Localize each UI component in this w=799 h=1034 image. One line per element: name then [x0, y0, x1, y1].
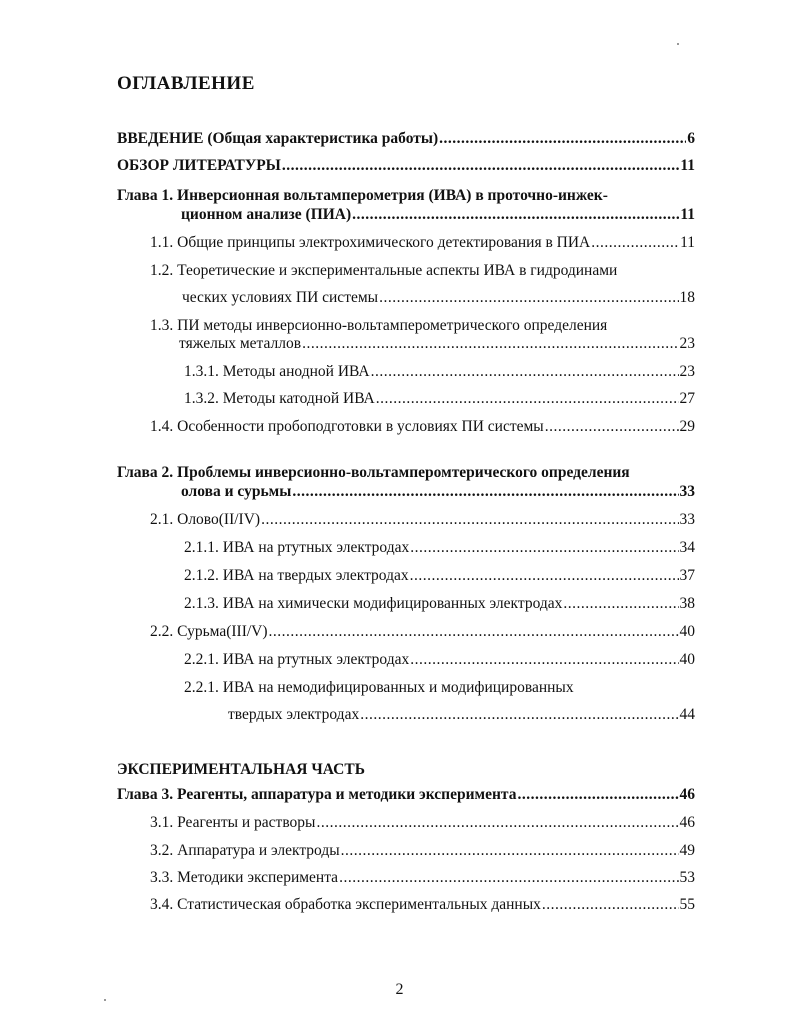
dot-leader [360, 705, 678, 725]
toc-entry-1-2-line1: 1.2. Теоретические и экспериментальные аспекты ИВА в гидродинами [150, 262, 618, 279]
toc-entry-text: 2.1. Олово(II/IV) [150, 511, 261, 528]
toc-entry-chapter-2 [181, 482, 695, 502]
toc-entry-text: 2.1.1. ИВА на ртутных электродах [184, 539, 410, 556]
toc-entry-text: ционном анализе (ПИА) [181, 206, 352, 223]
toc-page-number: 37 [679, 567, 695, 584]
toc-page-number: 40 [679, 623, 695, 640]
toc-entry-lit-review [117, 156, 695, 176]
toc-entry-text: 2.1.2. ИВА на твердых электродах [184, 567, 409, 584]
dot-leader [542, 895, 679, 915]
toc-page-number: 29 [679, 418, 695, 435]
toc-section-experimental: ЭКСПЕРИМЕНТАЛЬНАЯ ЧАСТЬ [117, 761, 365, 778]
toc-entry-2-1-3 [184, 594, 695, 614]
toc-entry-text: твердых электродах [228, 706, 360, 723]
toc-entry-1-3-line1: 1.3. ПИ методы инверсионно-вольтамперометрического определения [150, 317, 608, 334]
dot-leader [269, 622, 679, 642]
toc-page-number: 18 [679, 289, 695, 306]
dot-leader [352, 205, 679, 225]
toc-page-number: 46 [679, 786, 695, 803]
page-number: 2 [395, 981, 404, 998]
toc-entry-text: 1.1. Общие принципы электрохимического детектирования в ПИА [150, 234, 591, 251]
toc-page-number: 40 [679, 651, 695, 668]
dot-leader [517, 785, 678, 805]
toc-page-number: 11 [680, 234, 695, 251]
toc-entry-chapter-1 [181, 205, 695, 225]
toc-page-number: 46 [679, 814, 695, 831]
dot-leader [282, 156, 679, 176]
dot-leader [292, 482, 678, 502]
toc-entry-text: 2.1.3. ИВА на химически модифицированных электродах [184, 595, 563, 612]
toc-entry-2-2-1b [228, 705, 695, 725]
toc-page-number: 53 [679, 869, 695, 886]
toc-page-number: 6 [687, 130, 695, 147]
toc-entry-2-2-1 [184, 650, 695, 670]
toc-entry-3-2 [150, 841, 695, 861]
dot-leader [563, 594, 678, 614]
toc-entry-text: ческих условиях ПИ системы [182, 289, 379, 306]
toc-entry-1-3-1 [184, 362, 695, 382]
dot-leader [341, 841, 679, 861]
dot-leader [545, 417, 679, 437]
toc-entry-1-4 [150, 417, 695, 437]
dot-leader [371, 362, 679, 382]
toc-entry-text: 2.2.1. ИВА на ртутных электродах [184, 651, 410, 668]
toc-entry-text: 3.2. Аппаратура и электроды [150, 842, 340, 859]
toc-entry-text: 1.4. Особенности пробоподготовки в условиях ПИ системы [150, 418, 544, 435]
dot-leader [379, 288, 678, 308]
toc-chapter-1-line1: Глава 1. Инверсионная вольтамперометрия (ИВА) в проточно-инжек- [117, 187, 608, 204]
toc-entry-text: олова и сурьмы [181, 483, 292, 500]
toc-entry-text: 3.4. Статистическая обработка экспериментальных данных [150, 896, 541, 913]
toc-page-number: 55 [679, 896, 695, 913]
toc-entry-text: 3.3. Методики эксперимента [150, 869, 339, 886]
toc-entry-text: 2.2. Сурьма(III/V) [150, 623, 268, 640]
toc-page-number: 11 [680, 206, 695, 223]
toc-entry-text: тяжелых металлов [179, 335, 302, 352]
scan-speck [677, 43, 679, 45]
dot-leader [261, 510, 678, 530]
dot-leader [376, 389, 679, 409]
toc-chapter-2-line1: Глава 2. Проблемы инверсионно-вольтамперомтерического определения [117, 464, 630, 481]
toc-entry-3-1 [150, 813, 695, 833]
dot-leader [410, 566, 679, 586]
toc-page-number: 44 [679, 706, 695, 723]
toc-entry-text: 1.3.1. Методы анодной ИВА [184, 363, 370, 380]
toc-entry-chapter-3 [117, 785, 695, 805]
toc-page-number: 38 [679, 595, 695, 612]
toc-entry-3-4 [150, 895, 695, 915]
toc-page-number: 23 [679, 335, 695, 352]
toc-entry-1-1 [150, 233, 695, 253]
toc-page-number: 23 [679, 363, 695, 380]
toc-entry-2-1-2 [184, 566, 695, 586]
toc-entry-text: 3.1. Реагенты и растворы [150, 814, 316, 831]
dot-leader [591, 233, 679, 253]
toc-entry-2-2 [150, 622, 695, 642]
toc-page-number: 49 [679, 842, 695, 859]
toc-entry-2-1 [150, 510, 695, 530]
toc-page-number: 33 [679, 511, 695, 528]
toc-entry-text: ВВЕДЕНИЕ (Общая характеристика работы) [117, 130, 439, 147]
page-title: ОГЛАВЛЕНИЕ [117, 73, 255, 94]
dot-leader [316, 813, 678, 833]
toc-page-number: 27 [679, 390, 695, 407]
dot-leader [339, 868, 678, 888]
toc-entry-1-3-2 [184, 389, 695, 409]
toc-entry-text: 1.3.2. Методы катодной ИВА [184, 390, 375, 407]
dot-leader [302, 334, 678, 354]
toc-page-number: 11 [680, 157, 695, 174]
toc-entry-3-3 [150, 868, 695, 888]
toc-page-number: 34 [679, 539, 695, 556]
dot-leader [410, 538, 678, 558]
toc-page-number: 33 [679, 483, 695, 500]
toc-entry-text: Глава 3. Реагенты, аппаратура и методики эксперимента [117, 786, 517, 803]
toc-entry-2-2-1b-line1: 2.2.1. ИВА на немодифицированных и модифицированных [184, 679, 574, 696]
toc-entry-text: ОБЗОР ЛИТЕРАТУРЫ [117, 157, 281, 174]
dot-leader [439, 129, 686, 149]
toc-entry-1-3 [179, 334, 695, 354]
toc-entry-intro [117, 129, 695, 149]
toc-entry-2-1-1 [184, 538, 695, 558]
dot-leader [410, 650, 678, 670]
scan-speck [104, 999, 106, 1001]
toc-entry-1-2 [182, 288, 695, 308]
